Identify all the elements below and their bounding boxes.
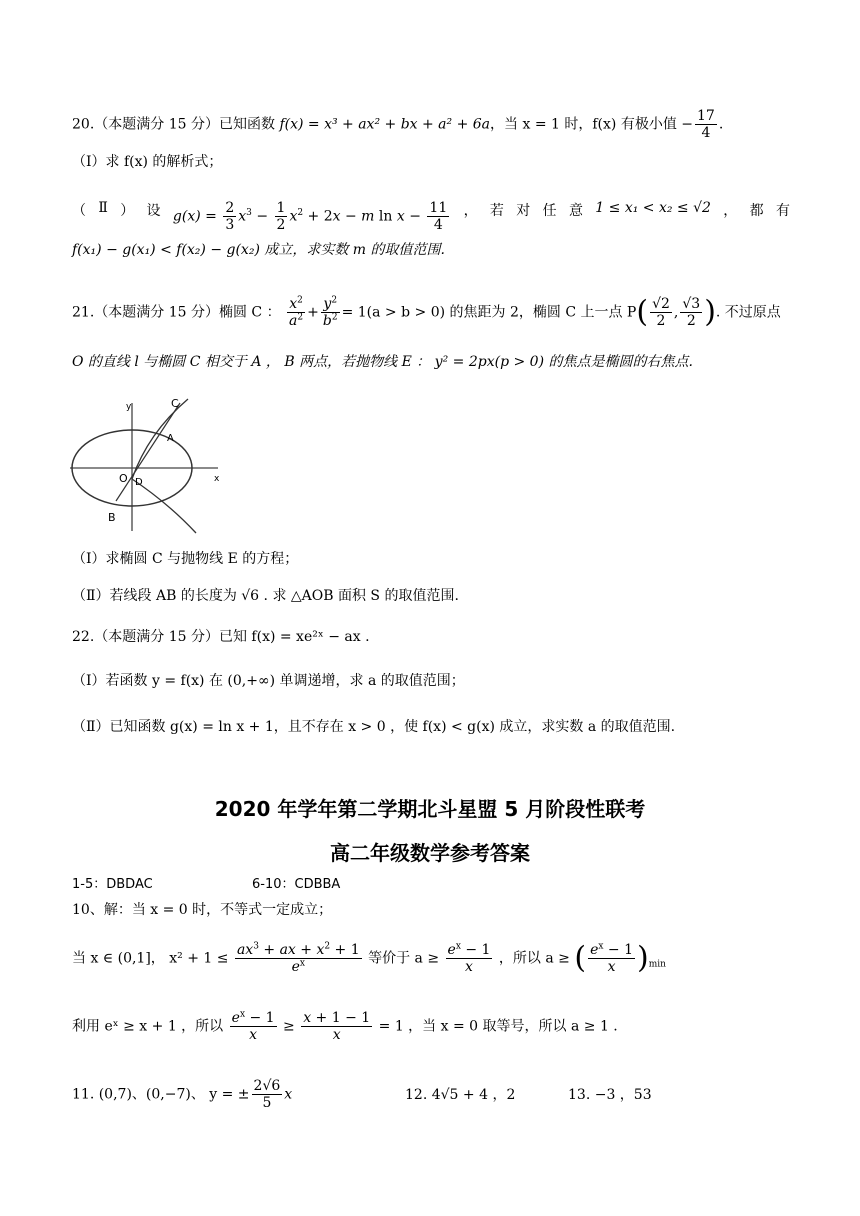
label-o: O: [119, 472, 128, 485]
answer-12: 12. 4√5 + 4 ，2: [405, 1087, 516, 1103]
q21-line1: 21.（本题满分 15 分）椭圆 C ： $\frac{x^2}{a^2}$ + $\frac{y^2}{b^2}$ = 1(a > b > 0) 的焦距为 2，椭圆 C 上一点 P( $\frac{√2}{2}$ , $\frac{√3}{2}$ ). 不过原点: [72, 294, 781, 330]
q20-min-frac: $\frac{17}{4}$: [697, 108, 715, 142]
q20-min-text: f(x) 有极小值: [592, 116, 677, 133]
q20-part2-line1: （ Ⅱ ） 设 g(x) = $\frac{2}{3}$ $x^3$ − $\frac{1}{2}$ $x^2 + 2x - m$ ln x − $\frac{11}{4}$ ， 若 对 任 意 1 ≤ x₁ < x₂ ≤ √2 ， 都 有: [72, 200, 790, 234]
parabola-e: [132, 399, 188, 479]
q20-g-def: g(x) = $\frac{2}{3}$ $x^3$ − $\frac{1}{2}$ $x^2 + 2x - m$ ln x − $\frac{11}{4}$: [172, 200, 448, 234]
label-d: D: [135, 477, 143, 488]
q21-line2: O 的直线 l 与椭圆 C 相交于 A ， B 两点，若抛物线 E ： y² = 2px(p > 0) 的焦点是椭圆的右焦点.: [72, 354, 693, 370]
sol10-line3: 利用 eˣ ≥ x + 1 ，所以 $\frac{e^x - 1}{x}$ ≥ $\frac{x + 1 - 1}{x}$ = 1 ，当 x = 0 取等号，所以 a ≥ 1 .: [72, 1009, 618, 1044]
q22-part2: （Ⅱ）已知函数 g(x) = ln x + 1，且不存在 x > 0 ，使 f(x) < g(x) 成立，求实数 a 的取值范围.: [72, 719, 676, 735]
ellipse-figure: [68, 393, 228, 543]
q20-line1: 20.（本题满分 15 分）已知函数 f(x) = x³ + ax² + bx + a² + 6a，当 x = 1 时，f(x) 有极小值 − $\frac{17}{4}$ .: [72, 108, 724, 142]
sol10-line2: 当 x ∈ (0,1]， x² + 1 ≤ $\frac{ax^3 + ax + x^2 + 1}{e^x}$ 等价于 a ≥ $\frac{e^x - 1}{x}$ ，所以 a ≥ ( $\frac{e^x - 1}{x}$ )$_{min}$: [72, 940, 666, 976]
q20-func: f(x) = x³ + ax² + bx + a² + 6a: [279, 116, 491, 133]
label-b: B: [108, 511, 116, 524]
label-x: x: [214, 474, 220, 484]
answer-13: 13. −3 ，53: [568, 1087, 652, 1103]
q22-part1: （Ⅰ）若函数 y = f(x) 在 (0,+∞) 单调递增，求 a 的取值范围；: [72, 673, 465, 689]
answer-title-main: 2020 年学年第二学期北斗星盟 5 月阶段性联考: [214, 797, 646, 821]
q20-range: 1 ≤ x₁ < x₂ ≤ √2: [595, 200, 711, 216]
q21-part2: （Ⅱ）若线段 AB 的长度为 √6 . 求 △AOB 面积 S 的取值范围.: [72, 588, 459, 604]
answer-11: 11. (0,7)、(0,−7)、 y = ± $\frac{2√6}{5}$ x: [72, 1078, 293, 1112]
q20-part2-line2: f(x₁) − g(x₁) < f(x₂) − g(x₂) 成立，求实数 m 的取值范围.: [72, 242, 445, 258]
label-a: A: [167, 433, 174, 444]
line-l: [116, 403, 180, 501]
answer-title-sub: 高二年级数学参考答案: [330, 841, 530, 865]
label-c: C: [171, 397, 179, 410]
mc-answers-2: 6-10：CDBBA: [252, 877, 341, 892]
q22-intro: 22.（本题满分 15 分）已知 f(x) = xe²ˣ − ax .: [72, 629, 370, 645]
q20-cond: ，当 x = 1 时，: [490, 116, 593, 133]
q21-part1: （Ⅰ）求椭圆 C 与抛物线 E 的方程；: [72, 551, 299, 567]
sol10-line1: 10、解：当 x = 0 时，不等式一定成立；: [72, 902, 333, 918]
q20-part1: （Ⅰ）求 f(x) 的解析式；: [72, 154, 223, 170]
label-y: y: [126, 402, 132, 412]
mc-answers-1: 1-5：DBDAC: [72, 877, 153, 892]
q20-intro: 20.（本题满分 15 分）已知函数: [72, 116, 275, 133]
